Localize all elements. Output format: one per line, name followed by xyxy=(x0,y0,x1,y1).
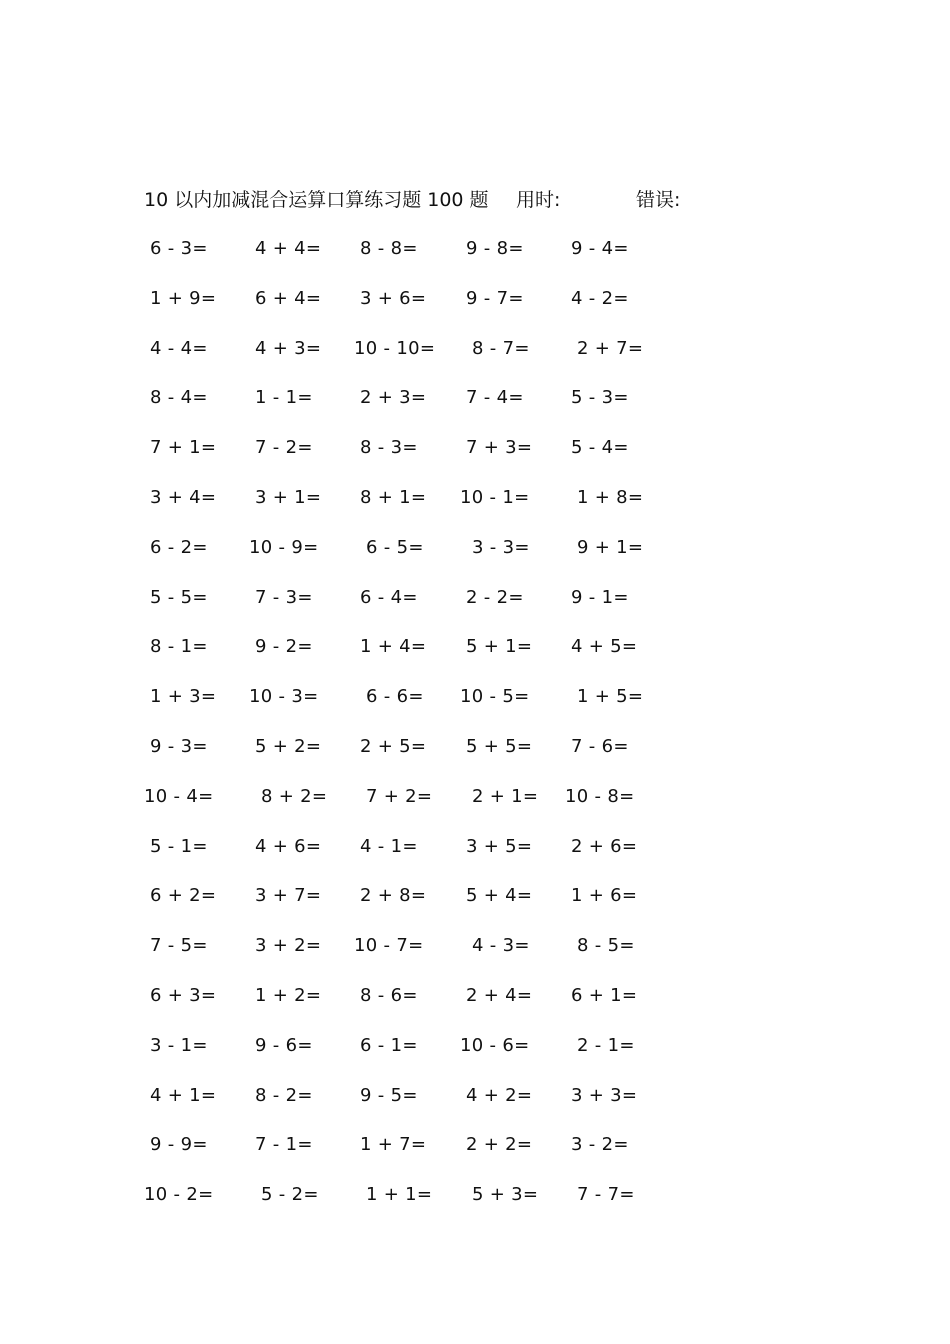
math-problem: 9 - 5= xyxy=(360,1084,418,1106)
math-problem: 1 + 9= xyxy=(150,287,217,309)
math-problem: 4 + 6= xyxy=(255,835,322,857)
math-problem: 9 - 4= xyxy=(571,238,629,259)
math-problem: 1 + 8= xyxy=(577,486,644,508)
math-problem: 4 + 2= xyxy=(466,1084,533,1106)
math-problem: 6 - 5= xyxy=(366,536,424,558)
math-problem: 10 - 5= xyxy=(460,686,530,708)
math-problem: 4 - 3= xyxy=(472,935,530,957)
math-problem: 10 - 2= xyxy=(144,1184,214,1206)
math-problem: 6 - 3= xyxy=(150,238,208,259)
math-problem: 4 - 2= xyxy=(571,287,629,309)
math-problem: 7 - 4= xyxy=(466,387,524,409)
math-problem: 9 - 8= xyxy=(466,238,524,259)
math-problem: 1 + 7= xyxy=(360,1134,427,1156)
math-problem: 7 + 3= xyxy=(466,437,533,459)
problem-row xyxy=(150,284,710,334)
math-problem: 2 + 8= xyxy=(360,885,427,907)
math-problem: 5 + 1= xyxy=(466,636,533,658)
math-problem: 9 - 7= xyxy=(466,287,524,309)
math-problem: 3 + 4= xyxy=(150,486,217,508)
problem-row xyxy=(150,533,710,583)
math-problem: 10 - 7= xyxy=(354,935,424,957)
math-problem: 9 - 2= xyxy=(255,636,313,658)
math-problem: 6 - 1= xyxy=(360,1034,418,1056)
math-problem: 5 - 5= xyxy=(150,586,208,608)
math-problem: 8 - 3= xyxy=(360,437,418,459)
problem-row xyxy=(150,1130,710,1180)
math-problem: 7 - 6= xyxy=(571,735,629,757)
math-problem: 1 + 6= xyxy=(571,885,638,907)
math-problem: 6 - 4= xyxy=(360,586,418,608)
math-problem: 1 - 1= xyxy=(255,387,313,409)
problem-row xyxy=(150,632,710,682)
math-problem: 3 + 1= xyxy=(255,486,322,508)
math-problem: 2 + 6= xyxy=(571,835,638,857)
math-problem: 10 - 1= xyxy=(460,486,530,508)
math-problem: 2 + 7= xyxy=(577,337,644,359)
math-problem: 2 - 1= xyxy=(577,1034,635,1056)
problem-row xyxy=(150,682,710,732)
math-problem: 3 + 2= xyxy=(255,935,322,957)
math-problem: 7 - 2= xyxy=(255,437,313,459)
math-problem: 7 + 2= xyxy=(366,785,433,807)
math-problem: 8 - 2= xyxy=(255,1084,313,1106)
math-problem: 4 + 5= xyxy=(571,636,638,658)
error-label: 错误: xyxy=(636,189,681,211)
math-problem: 5 - 3= xyxy=(571,387,629,409)
math-problem: 2 - 2= xyxy=(466,586,524,608)
math-problem: 10 - 3= xyxy=(249,686,319,708)
math-problem: 8 - 8= xyxy=(360,238,418,259)
math-problem: 5 + 4= xyxy=(466,885,533,907)
math-problem: 1 + 1= xyxy=(366,1184,433,1206)
problem-row xyxy=(150,832,710,882)
math-problem: 3 + 3= xyxy=(571,1084,638,1106)
problem-row xyxy=(150,433,710,483)
math-problem: 10 - 9= xyxy=(249,536,319,558)
math-problem: 5 + 3= xyxy=(472,1184,539,1206)
math-problem: 5 - 1= xyxy=(150,835,208,857)
math-problem: 4 - 1= xyxy=(360,835,418,857)
math-problem: 7 - 7= xyxy=(577,1184,635,1206)
math-problem: 8 - 1= xyxy=(150,636,208,658)
math-problem: 4 + 1= xyxy=(150,1084,217,1106)
problem-row xyxy=(150,583,710,633)
math-problem: 7 - 5= xyxy=(150,935,208,957)
math-problem: 4 + 4= xyxy=(255,238,322,259)
math-problem: 8 - 7= xyxy=(472,337,530,359)
math-problem: 6 - 2= xyxy=(150,536,208,558)
math-problem: 8 - 6= xyxy=(360,984,418,1006)
math-problem: 10 - 6= xyxy=(460,1034,530,1056)
problem-grid xyxy=(144,234,710,1230)
math-problem: 3 - 1= xyxy=(150,1034,208,1056)
math-problem: 3 - 2= xyxy=(571,1134,629,1156)
problem-row xyxy=(150,1031,710,1081)
math-problem: 9 - 9= xyxy=(150,1134,208,1156)
math-problem: 8 - 4= xyxy=(150,387,208,409)
problem-row xyxy=(144,782,710,832)
math-problem: 1 + 3= xyxy=(150,686,217,708)
problem-row xyxy=(150,1081,710,1131)
math-problem: 9 - 1= xyxy=(571,586,629,608)
math-problem: 5 + 5= xyxy=(466,735,533,757)
math-problem: 3 + 6= xyxy=(360,287,427,309)
time-label: 用时: xyxy=(516,189,561,211)
math-problem: 5 - 4= xyxy=(571,437,629,459)
math-problem: 1 + 5= xyxy=(577,686,644,708)
problem-row xyxy=(150,881,710,931)
math-problem: 4 + 3= xyxy=(255,337,322,359)
math-problem: 3 + 7= xyxy=(255,885,322,907)
math-problem: 1 + 2= xyxy=(255,984,322,1006)
math-problem: 10 - 4= xyxy=(144,785,214,807)
math-problem: 9 - 3= xyxy=(150,735,208,757)
math-problem: 2 + 2= xyxy=(466,1134,533,1156)
math-problem: 8 + 1= xyxy=(360,486,427,508)
math-problem: 1 + 4= xyxy=(360,636,427,658)
math-problem: 10 - 8= xyxy=(565,785,635,807)
math-problem: 5 + 2= xyxy=(255,735,322,757)
math-problem: 7 - 3= xyxy=(255,586,313,608)
problem-row xyxy=(150,334,710,384)
problem-row xyxy=(150,981,710,1031)
math-problem: 9 - 6= xyxy=(255,1034,313,1056)
math-problem: 6 - 6= xyxy=(366,686,424,708)
math-problem: 8 + 2= xyxy=(261,785,328,807)
math-problem: 3 - 3= xyxy=(472,536,530,558)
problem-row xyxy=(150,234,710,284)
math-problem: 4 - 4= xyxy=(150,337,208,359)
problem-row xyxy=(150,383,710,433)
math-problem: 6 + 4= xyxy=(255,287,322,309)
problem-row xyxy=(150,732,710,782)
math-problem: 2 + 3= xyxy=(360,387,427,409)
math-problem: 5 - 2= xyxy=(261,1184,319,1206)
math-problem: 2 + 5= xyxy=(360,735,427,757)
math-problem: 7 - 1= xyxy=(255,1134,313,1156)
math-problem: 2 + 1= xyxy=(472,785,539,807)
math-problem: 6 + 1= xyxy=(571,984,638,1006)
problem-row xyxy=(150,931,710,981)
math-problem: 3 + 5= xyxy=(466,835,533,857)
problem-row xyxy=(150,483,710,533)
math-problem: 7 + 1= xyxy=(150,437,217,459)
math-problem: 6 + 2= xyxy=(150,885,217,907)
math-problem: 2 + 4= xyxy=(466,984,533,1006)
worksheet-title: 10 以内加减混合运算口算练习题 100 题 xyxy=(144,189,489,211)
math-problem: 8 - 5= xyxy=(577,935,635,957)
math-problem: 6 + 3= xyxy=(150,984,217,1006)
math-problem: 9 + 1= xyxy=(577,536,644,558)
math-problem: 10 - 10= xyxy=(354,337,436,359)
problem-row xyxy=(144,1180,710,1230)
